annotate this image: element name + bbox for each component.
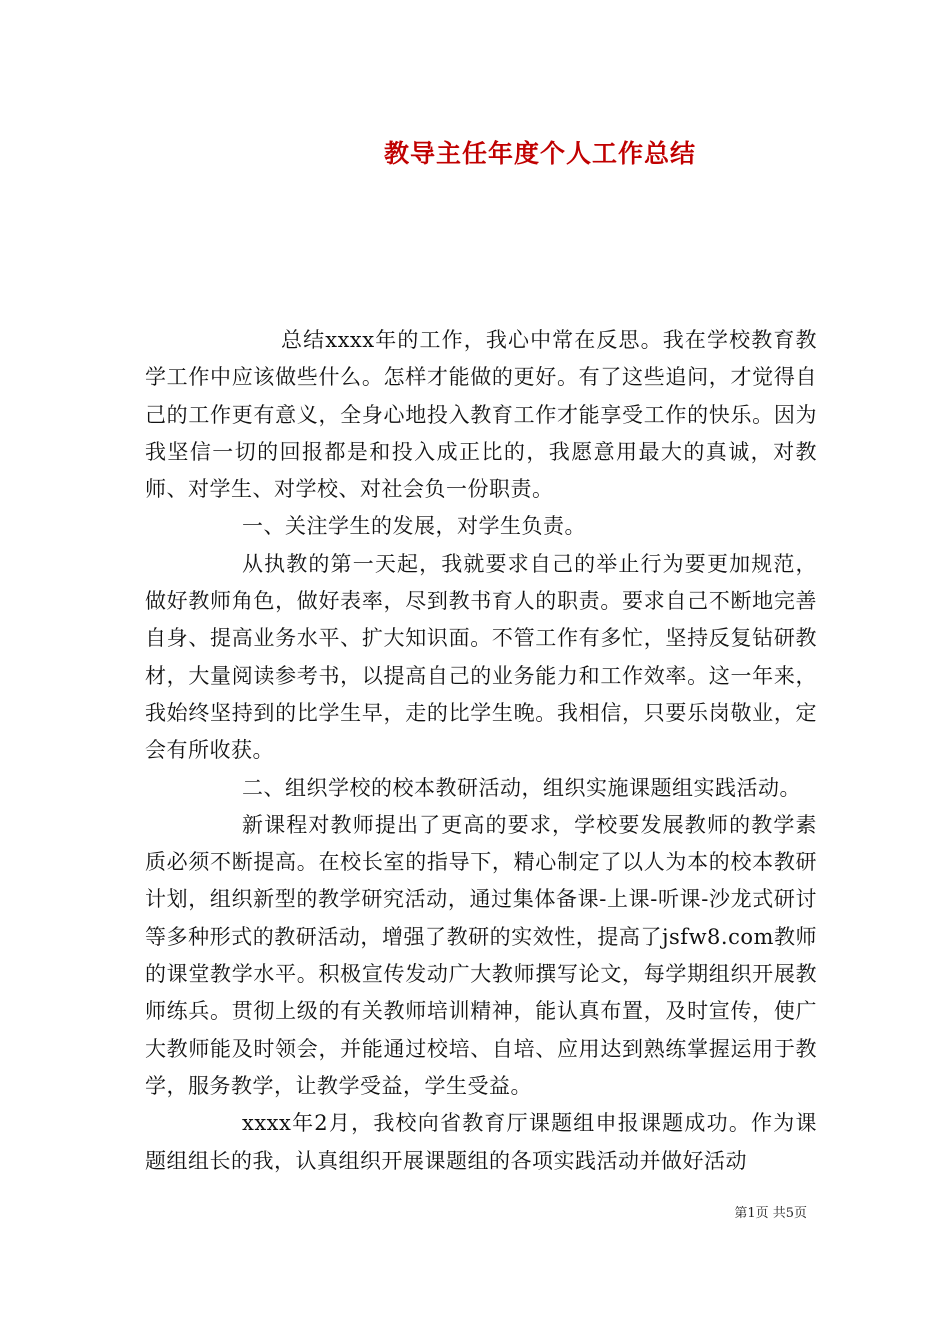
document-body (145, 322, 817, 1180)
paragraph-intro: 总结xxxx年的工作，我心中常在反思。我在学校教育教学工作中应该做些什么。怎样才能做的更好。有了这些追问，才觉得自己的工作更有意义，全身心地投入教育工作才能享受工作的快乐。因为我坚信一切的回报都是和投入成正比的，我愿意用最大的真诚，对教师、对学生、对学校、对社会负一份职责。 (145, 328, 817, 502)
section-heading-1: 一、关注学生的发展，对学生负责。 (242, 514, 586, 539)
section-heading-2: 二、组织学校的校本教研活动，组织实施课题组实践活动。 (242, 775, 801, 800)
paragraph-section-2-continued: xxxx年2月，我校向省教育厅课题组申报课题成功。作为课题组组长的我，认真组织开展课题组的各项实践活动并做好活动 (145, 1111, 817, 1173)
paragraph-section-2: 新课程对教师提出了更高的要求，学校要发展教师的教学素质必须不断提高。在校长室的指导下，精心制定了以人为本的校本教研计划，组织新型的教学研究活动，通过集体备课-上课-听课-沙龙式研讨等多种形式的教研活动，增强了教研的实效性，提高了jsfw8.com教师的课堂教学水平。积极宣传发动广大教师撰写论文，每学期组织开展教师练兵。贯彻上级的有关教师培训精神，能认真布置，及时宣传，使广大教师能及时领会，并能通过校培、自培、应用达到熟练掌握运用于教学，服务教学，让教学受益，学生受益。 (145, 812, 817, 1098)
document-title: 教导主任年度个人工作总结 (383, 139, 696, 168)
page-number-footer: 第1页 共5页 (734, 1206, 807, 1221)
paragraph-section-1: 从执教的第一天起，我就要求自己的举止行为要更加规范，做好教师角色，做好表率，尽到教书育人的职责。要求自己不断地完善自身、提高业务水平、扩大知识面。不管工作有多忙，坚持反复钻研教材，大量阅读参考书，以提高自己的业务能力和工作效率。这一年来，我始终坚持到的比学生早，走的比学生晚。我相信，只要乐岗敬业，定会有所收获。 (145, 551, 817, 763)
